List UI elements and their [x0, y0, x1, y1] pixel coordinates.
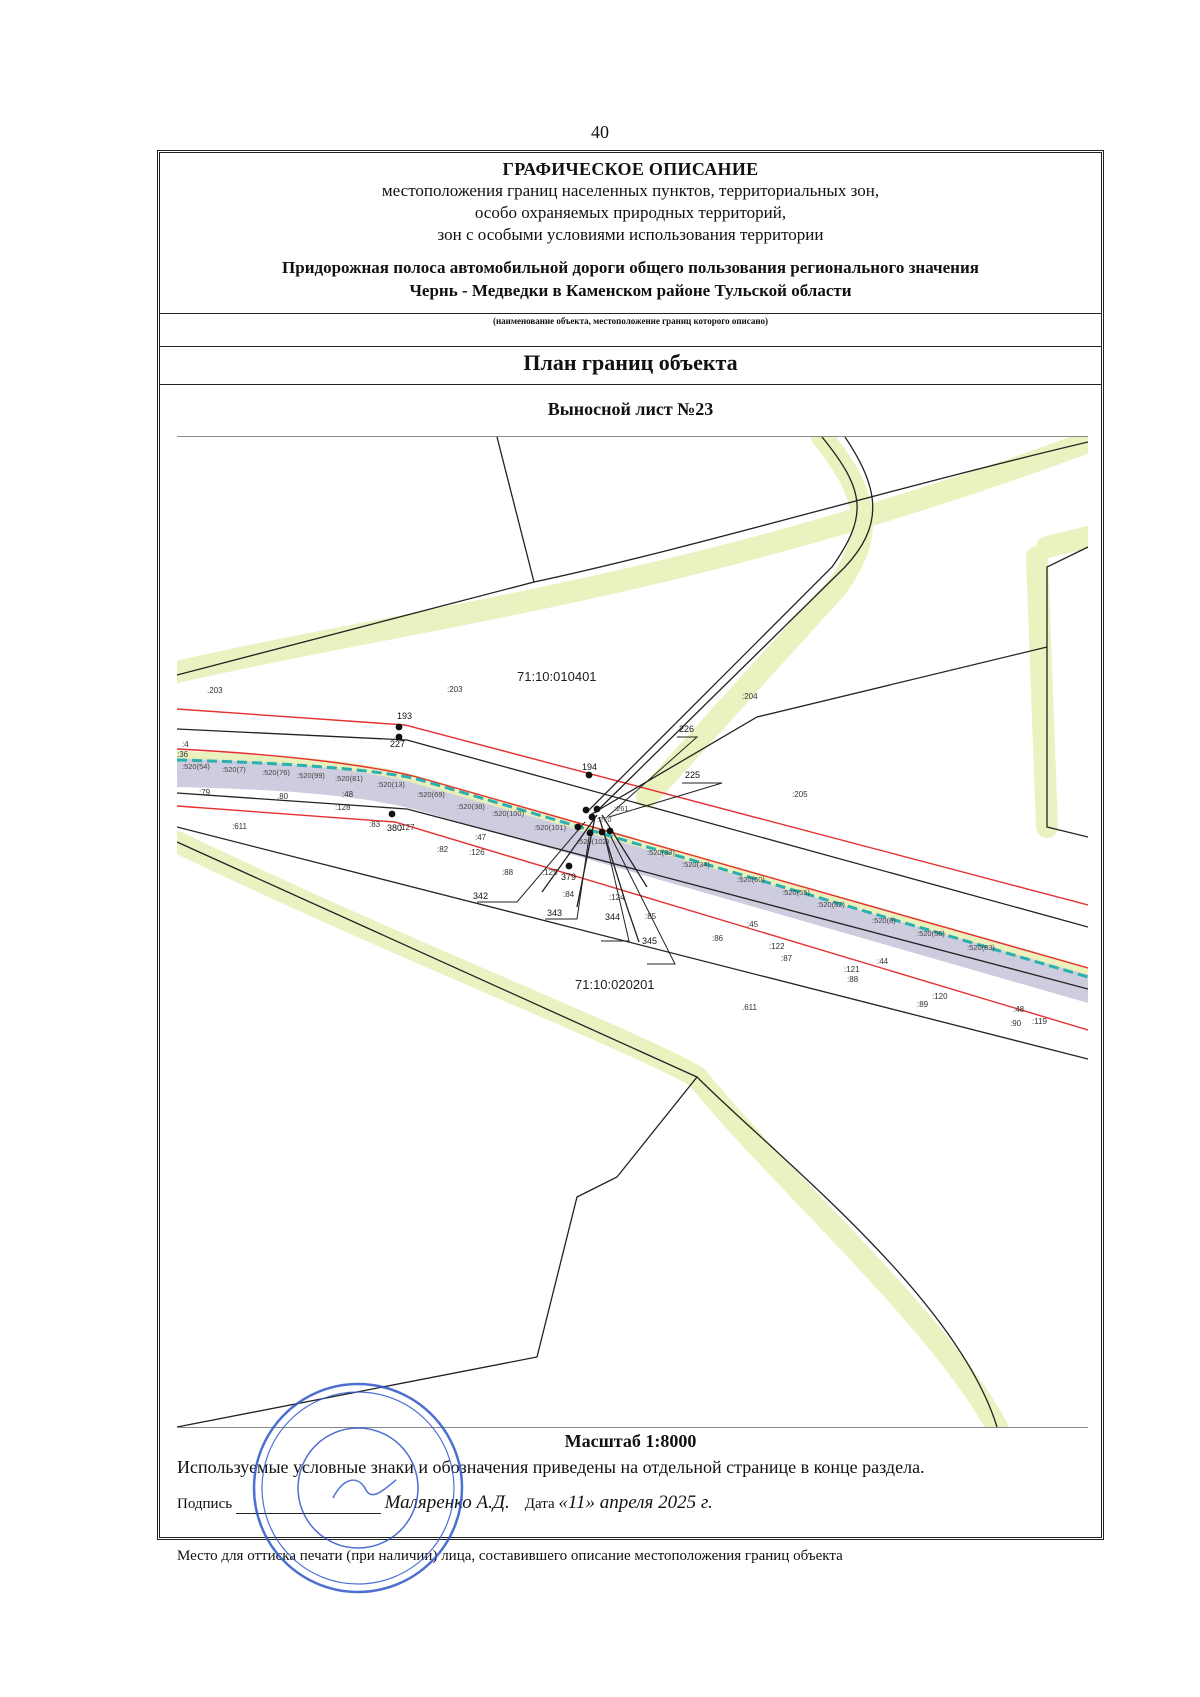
- parcel-label: :128: [335, 803, 351, 812]
- divider: [160, 346, 1101, 347]
- document-frame: [157, 150, 1104, 1564]
- parcel-label: :48: [1013, 1005, 1025, 1014]
- quarter-north: 71:10:010401: [517, 669, 597, 684]
- object-caption: (наименование объекта, местоположение границ которого описано): [492, 316, 769, 326]
- subtitle-line-2: особо охраняемых природных территорий,: [474, 203, 787, 222]
- parcel-label: :4: [182, 740, 189, 749]
- contour-label: :520(55): [782, 888, 810, 897]
- contour-label: :520(7): [222, 765, 246, 774]
- parcel-label: :86: [712, 934, 724, 943]
- map-scale: Масштаб 1:8000: [564, 1431, 697, 1451]
- parcel-label: :89: [917, 1000, 929, 1009]
- contour-label: :520(69): [417, 790, 445, 799]
- contour-label: :520(38): [457, 802, 485, 811]
- parcel-label: :79: [199, 788, 211, 797]
- point-label-193: 193: [397, 711, 413, 721]
- divider: [160, 313, 1101, 314]
- parcel-label: :204: [742, 692, 758, 701]
- seal-place-note: Место для оттиска печати (при наличии) лица, составившего описание местоположения границ объекта: [177, 1548, 843, 1564]
- point-label-194: 194: [582, 762, 598, 772]
- contour-label: :520(101): [534, 823, 567, 832]
- object-line-1: Придорожная полоса автомобильной дороги общего пользования регионального значения: [282, 258, 979, 277]
- parcel-label: :119: [1032, 1017, 1047, 1026]
- object-line-2: Чернь - Медведки в Каменском районе Тульской области: [409, 281, 852, 300]
- parcel-label: :44: [877, 957, 889, 966]
- parcel-label: :88: [502, 868, 514, 877]
- contour-label: :520(83): [967, 943, 995, 952]
- contour-label: :520(76): [262, 768, 290, 777]
- plan-title: План границ объекта: [523, 350, 738, 375]
- contour-label: :520(34): [682, 860, 710, 869]
- contour-label: :520(60): [737, 875, 765, 884]
- point-label-344: 344: [605, 912, 621, 922]
- point-label-345: 345: [642, 936, 658, 946]
- point-label-227: 227: [390, 739, 406, 749]
- contour-label: :520(82): [817, 900, 845, 909]
- parcel-label: :48: [342, 790, 354, 799]
- contour-label: :270: [597, 815, 612, 824]
- seal-stamp: [248, 1378, 468, 1598]
- contour-label: :520(56): [917, 929, 945, 938]
- signature-date: «11» апреля 2025 г.: [558, 1492, 713, 1513]
- parcel-label: :84: [563, 890, 575, 899]
- document-title: ГРАФИЧЕСКОЕ ОПИСАНИЕ: [502, 159, 759, 179]
- point-label-226: 226: [679, 724, 695, 734]
- point-label-343: 343: [547, 908, 563, 918]
- quarter-south: 71:10:020201: [575, 977, 655, 992]
- parcel-label: .80: [277, 792, 289, 801]
- parcel-label: :88: [847, 975, 859, 984]
- parcel-label: :122: [769, 942, 785, 951]
- contour-label: :261: [614, 804, 629, 813]
- parcel-label: :45: [747, 920, 759, 929]
- contour-label: :520(81): [335, 774, 363, 783]
- parcel-label: :47: [475, 833, 487, 842]
- parcel-label: :36: [177, 750, 189, 759]
- contour-label: :520(99): [297, 771, 325, 780]
- contour-label: :520(100): [492, 809, 525, 818]
- parcel-label: :203: [447, 685, 463, 694]
- signature-label: Подпись: [177, 1496, 233, 1512]
- parcel-label: :120: [932, 992, 948, 1001]
- contour-label: :520(102): [577, 837, 610, 846]
- legend-note: Используемые условные знаки и обозначения приведены на отдельной странице в конце раздела.: [177, 1457, 925, 1477]
- parcel-label: :126: [469, 848, 485, 857]
- parcel-label: :127: [399, 823, 415, 832]
- signer-name: Маляренко А.Д.: [384, 1492, 510, 1513]
- header-block: [160, 153, 1101, 385]
- date-label: Дата: [524, 1496, 555, 1512]
- parcel-label: :125: [542, 868, 558, 877]
- subtitle-line-1: местоположения границ населенных пунктов, территориальных зон,: [381, 181, 880, 200]
- parcel-label: :124: [609, 893, 625, 902]
- parcel-label: :121: [844, 965, 860, 974]
- cadastral-map: [177, 436, 1088, 1428]
- parcel-label: :87: [781, 954, 793, 963]
- parcel-label: :83: [369, 820, 381, 829]
- parcel-label: :205: [792, 790, 808, 799]
- contour-label: :520(33): [647, 848, 675, 857]
- page-number: 40: [591, 122, 609, 142]
- map-canvas: [177, 437, 1088, 1427]
- point-label-225: 225: [685, 770, 701, 780]
- contour-label: :520(54): [182, 762, 210, 771]
- parcel-label: .203: [207, 686, 223, 695]
- sheet-title: Выносной лист №23: [547, 399, 714, 419]
- point-label-380: 380: [387, 823, 403, 833]
- point-label-379: 379: [561, 872, 577, 882]
- parcel-label: .611: [742, 1003, 757, 1012]
- subtitle-line-3: зон с особыми условиями использования территории: [437, 225, 824, 244]
- point-label-342: 342: [473, 891, 489, 901]
- contour-label: :520(13): [377, 780, 405, 789]
- parcel-label: :611: [232, 822, 247, 831]
- parcel-label: :82: [437, 845, 449, 854]
- parcel-label: :90: [1010, 1019, 1022, 1028]
- contour-label: :520(8): [872, 916, 896, 925]
- parcel-label: :85: [645, 912, 657, 921]
